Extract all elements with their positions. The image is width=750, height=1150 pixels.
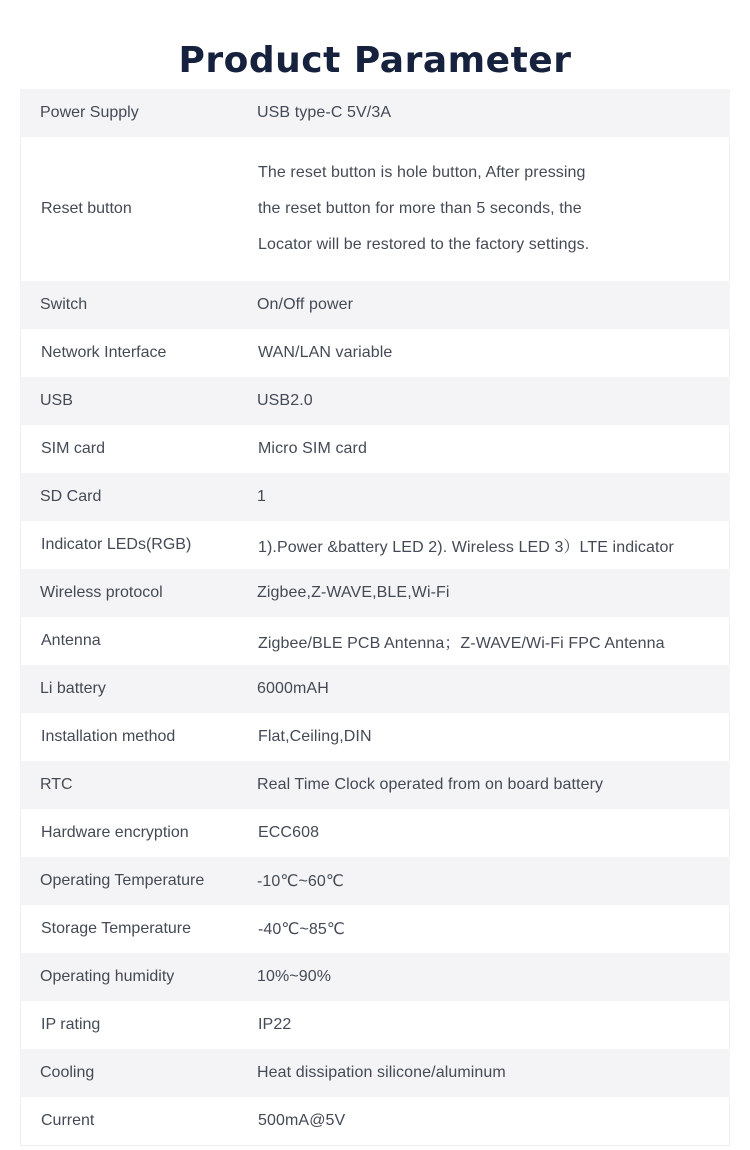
spec-label: RTC <box>40 776 73 793</box>
spec-row-switch <box>20 281 730 329</box>
spec-row-network-interface <box>20 329 730 377</box>
spec-label: Reset button <box>41 200 132 217</box>
spec-value <box>258 155 729 263</box>
spec-value: 1 <box>257 488 266 505</box>
spec-label: SIM card <box>41 440 106 457</box>
spec-row-hardware-encryption <box>20 809 730 857</box>
spec-value-line: Locator will be restored to the factory settings. <box>258 236 590 253</box>
spec-row-li-battery <box>20 665 730 713</box>
spec-value: Heat dissipation silicone/aluminum <box>257 1064 506 1081</box>
spec-value: WAN/LAN variable <box>258 344 393 361</box>
spec-label: Indicator LEDs(RGB) <box>41 536 192 553</box>
spec-row-ip-rating <box>20 1001 730 1049</box>
spec-table <box>20 89 730 1146</box>
spec-value: IP22 <box>258 1016 292 1033</box>
spec-label: Hardware encryption <box>41 824 189 841</box>
spec-row-usb <box>20 377 730 425</box>
spec-row-sd-card <box>20 473 730 521</box>
spec-row-power-supply <box>20 89 730 137</box>
spec-value: 1).Power &battery LED 2). Wireless LED 3）LTE indicator <box>258 538 674 556</box>
spec-value: 10%~90% <box>257 968 332 985</box>
spec-value: 500mA@5V <box>258 1112 346 1129</box>
spec-value-line: The reset button is hole button, After pressing <box>258 164 586 181</box>
spec-value: Zigbee,Z-WAVE,BLE,Wi-Fi <box>257 584 450 601</box>
spec-label: Li battery <box>40 680 106 697</box>
spec-value: Flat,Ceiling,DIN <box>258 728 372 745</box>
spec-value: -10℃~60℃ <box>257 873 345 890</box>
spec-value: ECC608 <box>258 824 320 841</box>
spec-label: Cooling <box>40 1064 95 1081</box>
spec-label: IP rating <box>41 1016 101 1033</box>
spec-label: Network Interface <box>41 344 167 361</box>
spec-value-line: the reset button for more than 5 seconds, the <box>258 200 582 217</box>
spec-label: Current <box>41 1112 95 1129</box>
spec-label: Antenna <box>41 632 101 649</box>
spec-row-indicator-leds <box>20 521 730 569</box>
spec-label: SD Card <box>40 488 102 505</box>
spec-label: Switch <box>40 296 88 313</box>
spec-value: Zigbee/BLE PCB Antenna；Z-WAVE/Wi-Fi FPC Antenna <box>258 634 665 652</box>
spec-value: Real Time Clock operated from on board battery <box>257 776 604 793</box>
spec-row-reset-button <box>20 137 730 281</box>
spec-row-operating-temperature <box>20 857 730 905</box>
spec-value: Micro SIM card <box>258 440 367 457</box>
spec-row-storage-temperature <box>20 905 730 953</box>
spec-row-cooling <box>20 1049 730 1097</box>
spec-label: Storage Temperature <box>41 920 192 937</box>
spec-value: 6000mAH <box>257 680 329 697</box>
spec-row-wireless-protocol <box>20 569 730 617</box>
spec-label: Wireless protocol <box>40 584 163 601</box>
spec-row-operating-humidity <box>20 953 730 1001</box>
spec-row-sim-card <box>20 425 730 473</box>
spec-row-rtc <box>20 761 730 809</box>
spec-label: Power Supply <box>40 104 139 121</box>
spec-row-current <box>20 1097 730 1145</box>
spec-label: Operating humidity <box>40 968 175 985</box>
spec-label: USB <box>40 392 73 409</box>
spec-row-antenna <box>20 617 730 665</box>
spec-label: Operating Temperature <box>40 872 205 889</box>
spec-label: Installation method <box>41 728 176 745</box>
page-title: Product Parameter <box>178 40 572 82</box>
spec-value: USB2.0 <box>257 392 313 409</box>
spec-value: -40℃~85℃ <box>258 921 346 938</box>
spec-row-installation-method <box>20 713 730 761</box>
spec-value: On/Off power <box>257 296 354 313</box>
spec-value: USB type-C 5V/3A <box>257 104 392 121</box>
